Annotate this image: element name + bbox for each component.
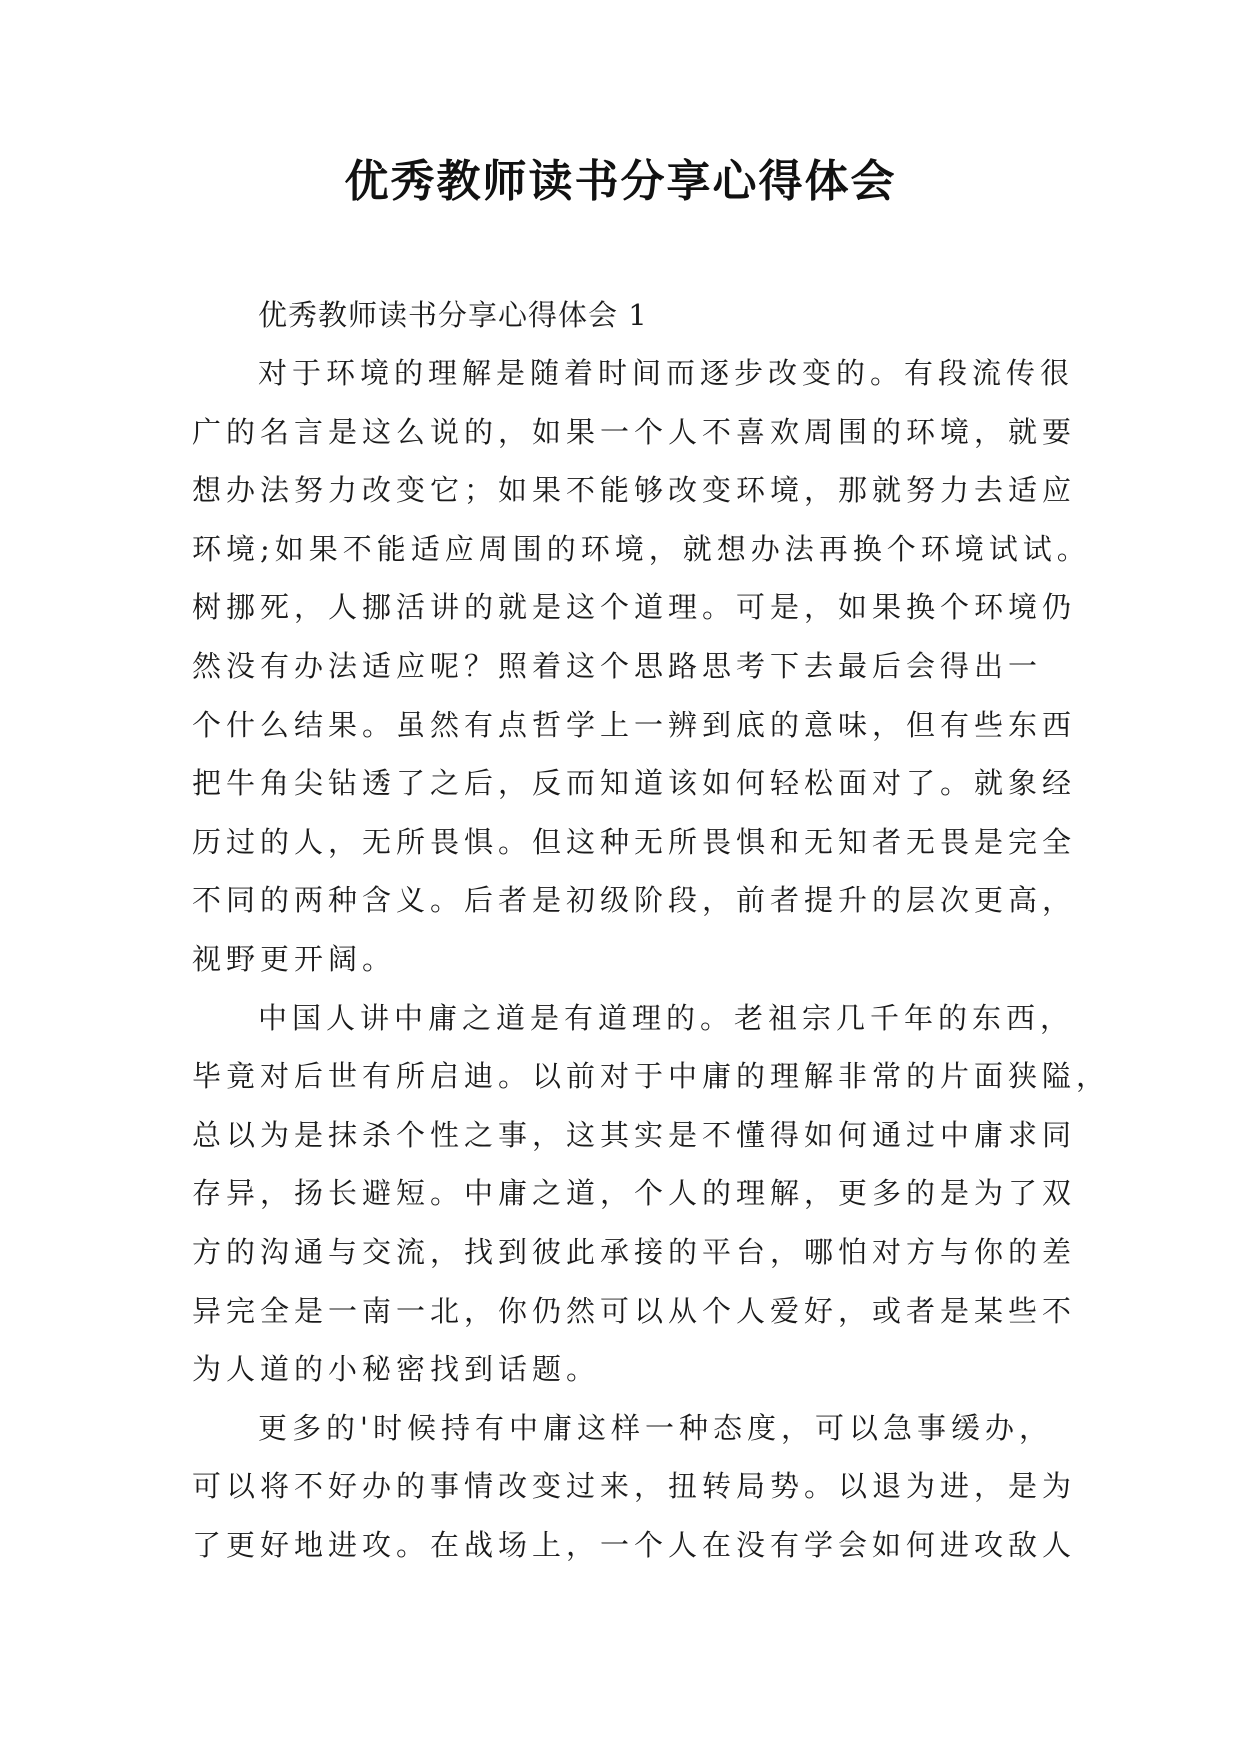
text-line: 为人道的小秘密找到话题。 <box>192 1352 601 1387</box>
text-line: 可以将不好办的事情改变过来，扭转局势。以退为进，是为 <box>192 1469 1077 1504</box>
text-line: 历过的人，无所畏惧。但这种无所畏惧和无知者无畏是完全 <box>192 824 1077 859</box>
text-line: 环境;如果不能适应周围的环境，就想办法再换个环境试试。 <box>192 531 1091 566</box>
paragraph-1 <box>192 344 1091 989</box>
text-line: 视野更开阔。 <box>192 941 397 976</box>
text-line: 方的沟通与交流，找到彼此承接的平台，哪怕对方与你的差 <box>192 1234 1077 1269</box>
text-line: 存异，扬长避短。中庸之道，个人的理解，更多的是为了双 <box>192 1176 1077 1211</box>
text-line: 异完全是一南一北，你仍然可以从个人爱好，或者是某些不 <box>192 1293 1077 1328</box>
text-line: 更多的'时候持有中庸这样一种态度，可以急事缓办， <box>258 1410 1053 1445</box>
text-line: 总以为是抹杀个性之事，这其实是不懂得如何通过中庸求同 <box>192 1117 1077 1152</box>
section-heading: 优秀教师读书分享心得体会 1 <box>258 298 648 332</box>
text-line: 中国人讲中庸之道是有道理的。老祖宗几千年的东西， <box>258 1000 1075 1035</box>
text-line: 不同的两种含义。后者是初级阶段，前者提升的层次更高， <box>192 883 1077 918</box>
text-line: 树挪死，人挪活讲的就是这个道理。可是，如果换个环境仍 <box>192 590 1077 625</box>
text-line: 把牛角尖钻透了之后，反而知道该如何轻松面对了。就象经 <box>192 766 1077 801</box>
text-line: 对于环境的理解是随着时间而逐步改变的。有段流传很 <box>258 356 1075 390</box>
document-body <box>192 286 1111 1574</box>
document-title: 优秀教师读书分享心得体会 <box>344 156 897 207</box>
text-line: 想办法努力改变它；如果不能够改变环境，那就努力去适应 <box>192 473 1077 508</box>
text-line: 然没有办法适应呢？照着这个思路思考下去最后会得出一 <box>192 648 1043 683</box>
text-line: 毕竟对后世有所启迪。以前对于中庸的理解非常的片面狭隘， <box>192 1059 1111 1094</box>
paragraph-2 <box>192 989 1111 1399</box>
text-line: 个什么结果。虽然有点哲学上一辨到底的意味，但有些东西 <box>192 707 1077 742</box>
paragraph-3 <box>192 1399 1077 1575</box>
text-line: 广的名言是这么说的，如果一个人不喜欢周围的环境，就要 <box>192 414 1077 449</box>
text-line: 了更好地进攻。在战场上，一个人在没有学会如何进攻敌人 <box>192 1527 1077 1562</box>
